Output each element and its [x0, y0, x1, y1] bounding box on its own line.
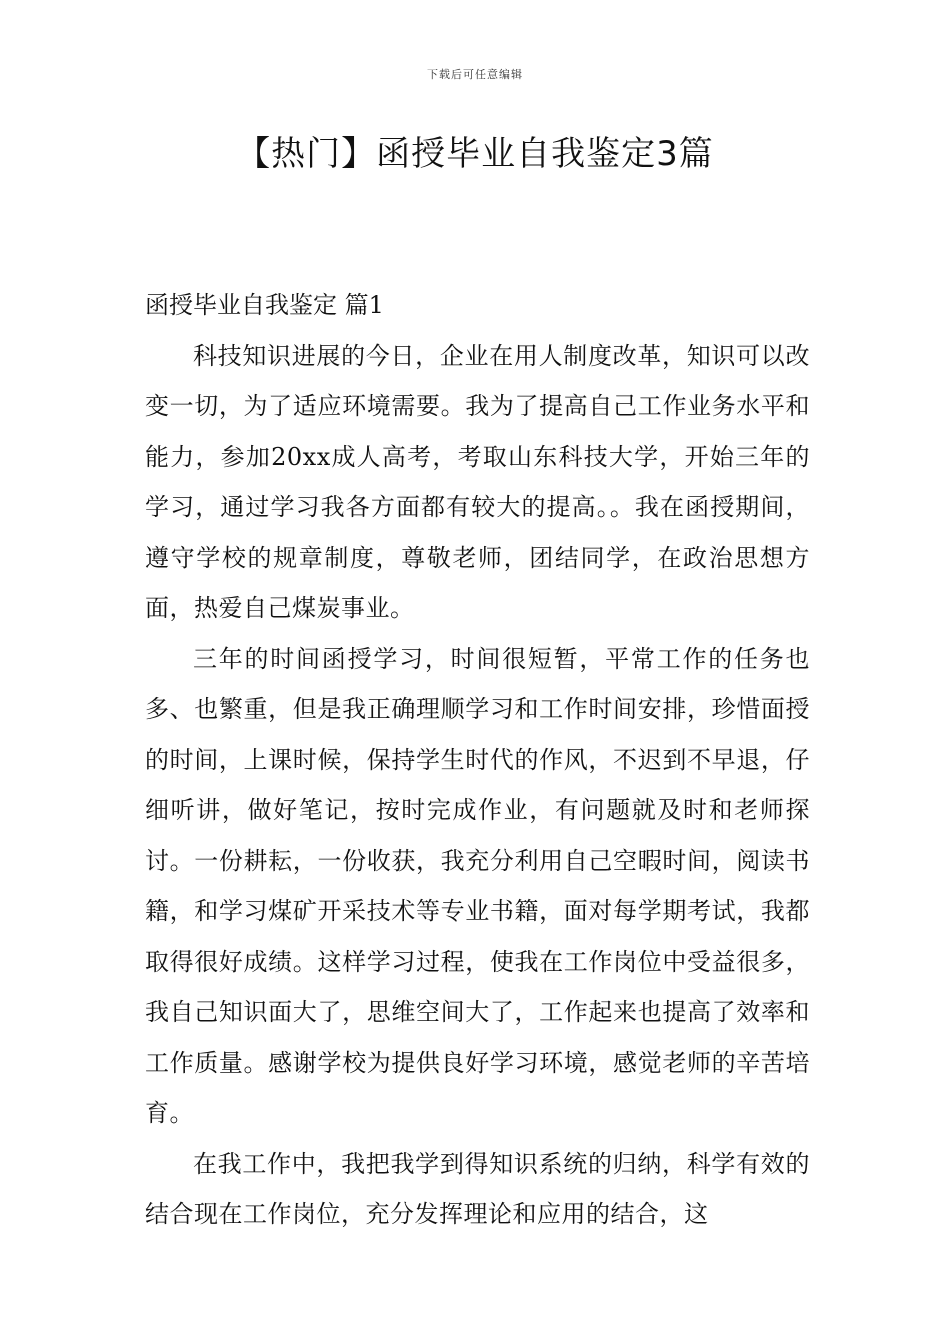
document-title: 【热门】函授毕业自我鉴定3篇: [236, 134, 714, 174]
section-heading: 函授毕业自我鉴定 篇1: [145, 291, 384, 319]
paragraph-1: 科技知识进展的今日，企业在用人制度改革，知识可以改变一切，为了适应环境需要。我为了提高自己工作业务水平和能力，参加20xx成人高考，考取山东科技大学，开始三年的学习，通过学习我各方面都有较大的提高。。我在函授期间，遵守学校的规章制度，尊敬老师，团结同学，在政治思想方面，热爱自己煤炭事业。: [145, 341, 810, 622]
document-body: [145, 280, 810, 1240]
header-note: 下载后可任意编辑: [427, 68, 523, 81]
paragraph-2: 三年的时间函授学习，时间很短暂，平常工作的任务也多、也繁重，但是我正确理顺学习和工作时间安排，珍惜面授的时间，上课时候，保持学生时代的作风，不迟到不早退，仔细听讲，做好笔记，按时完成作业，有问题就及时和老师探讨。一份耕耘，一份收获，我充分利用自己空暇时间，阅读书籍，和学习煤矿开采技术等专业书籍，面对每学期考试，我都取得很好成绩。这样学习过程，使我在工作岗位中受益很多，我自己知识面大了，思维空间大了，工作起来也提高了效率和工作质量。感谢学校为提供良好学习环境，感觉老师的辛苦培育。: [145, 644, 810, 1127]
paragraph-3: 在我工作中，我把我学到得知识系统的归纳，科学有效的结合现在工作岗位，充分发挥理论和应用的结合，这: [145, 1149, 810, 1228]
